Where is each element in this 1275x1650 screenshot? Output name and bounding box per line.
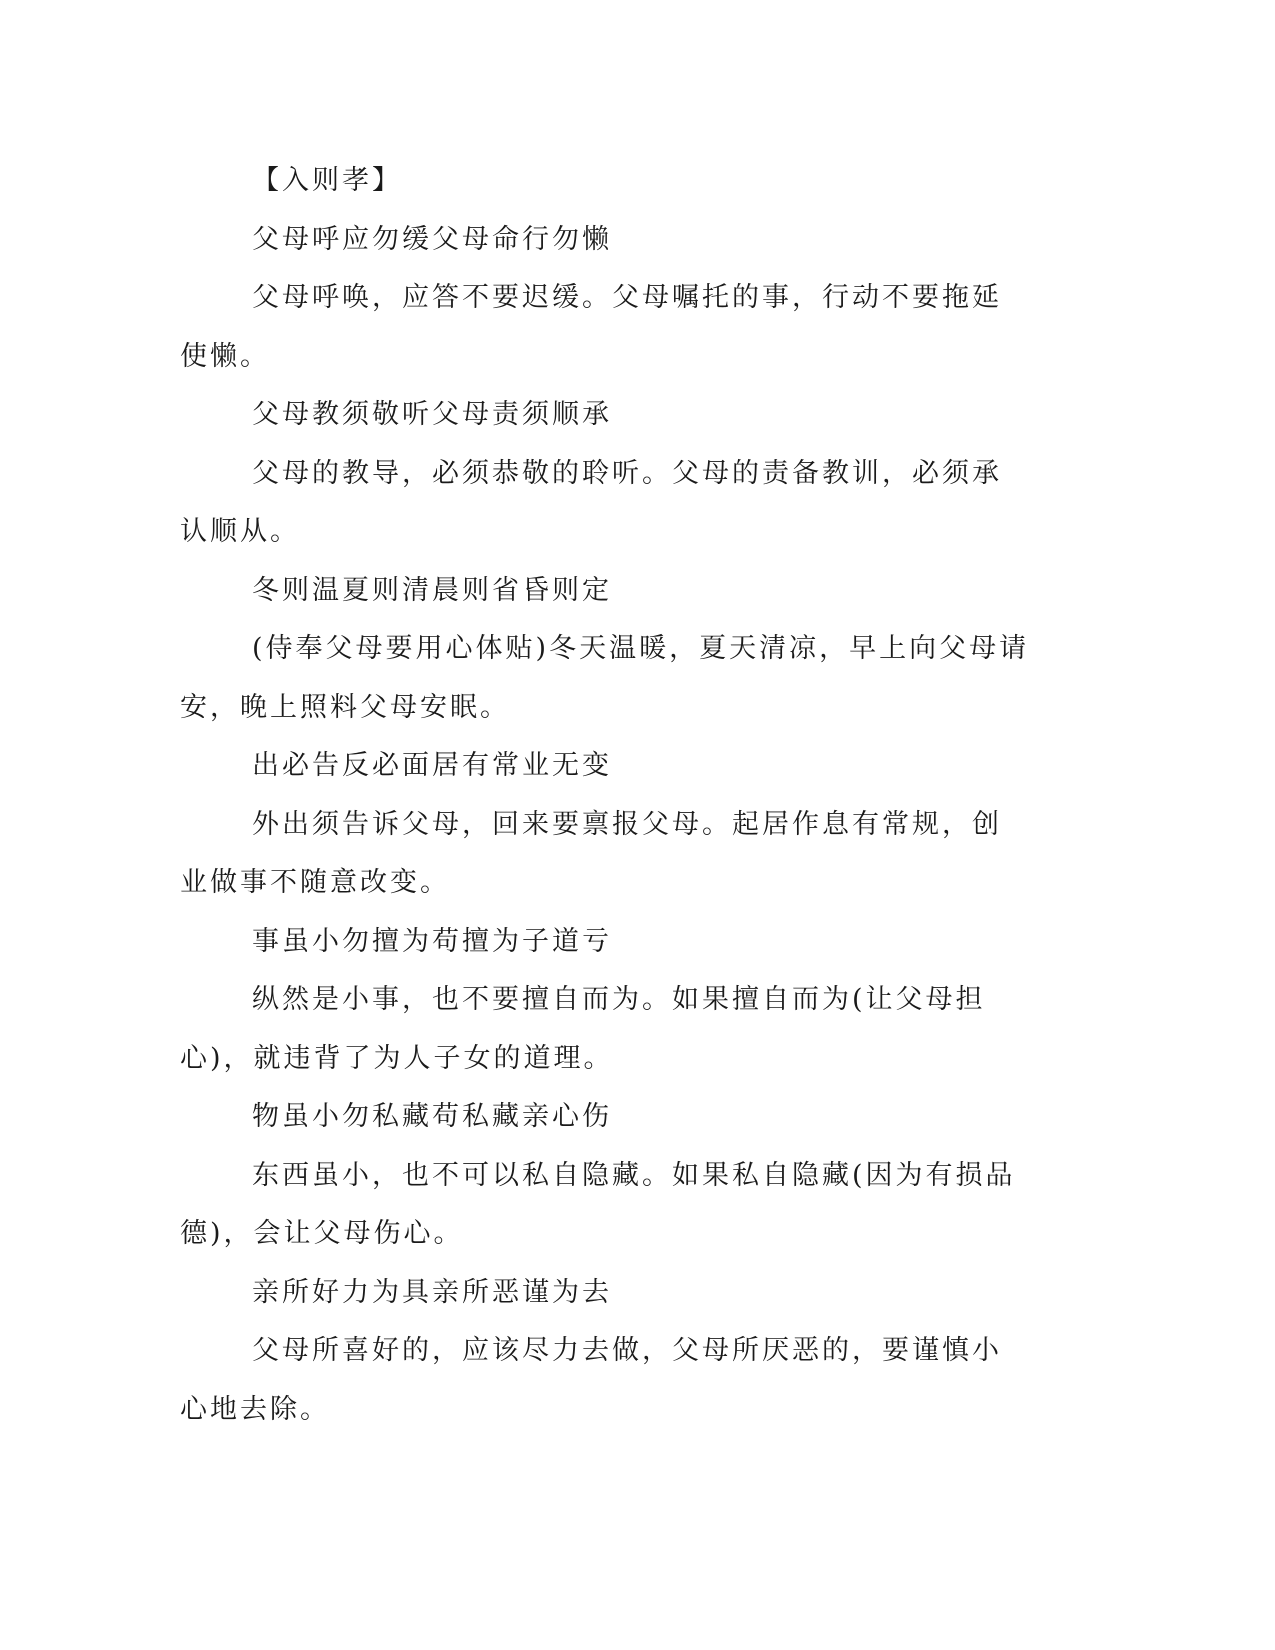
- verse-line: 出必告反必面居有常业无变: [252, 750, 612, 781]
- verse-line: 事虽小勿擅为苟擅为子道亏: [252, 925, 612, 957]
- explanation-paragraph: 父母呼唤，应答不要迟缓。父母嘱托的事，行动不要拖延使懒。: [180, 282, 1002, 372]
- explanation-paragraph: 外出须告诉父母，回来要禀报父母。起居作息有常规，创业做事不随意改变。: [180, 808, 1002, 898]
- verse-line: 亲所好力为具亲所恶谨为去: [252, 1276, 612, 1308]
- verse-line: 冬则温夏则清晨则省昏则定: [252, 574, 612, 606]
- explanation-paragraph: 纵然是小事，也不要擅自而为。如果擅自而为(让父母担心)，就违背了为人子女的道理。: [180, 984, 986, 1074]
- explanation-paragraph: 东西虽小，也不可以私自隐藏。如果私自隐藏(因为有损品德)，会让父母伤心。: [180, 1159, 1016, 1249]
- explanation-paragraph: 父母的教导，必须恭敬的聆听。父母的责备教训，必须承认顺从。: [180, 457, 1002, 547]
- explanation-paragraph: (侍奉父母要用心体贴)冬天温暖，夏天清凉，早上向父母请安，晚上照料父母安眠。: [180, 633, 1030, 723]
- verse-line: 父母呼应勿缓父母命行勿懒: [252, 223, 612, 255]
- verse-line: 父母教须敬听父母责须顺承: [252, 399, 612, 430]
- section-title: 【入则孝】: [252, 165, 402, 196]
- verse-line: 物虽小勿私藏苟私藏亲心伤: [252, 1101, 612, 1132]
- document-page: [180, 152, 1030, 1439]
- explanation-paragraph: 父母所喜好的，应该尽力去做，父母所厌恶的，要谨慎小心地去除。: [180, 1335, 1002, 1425]
